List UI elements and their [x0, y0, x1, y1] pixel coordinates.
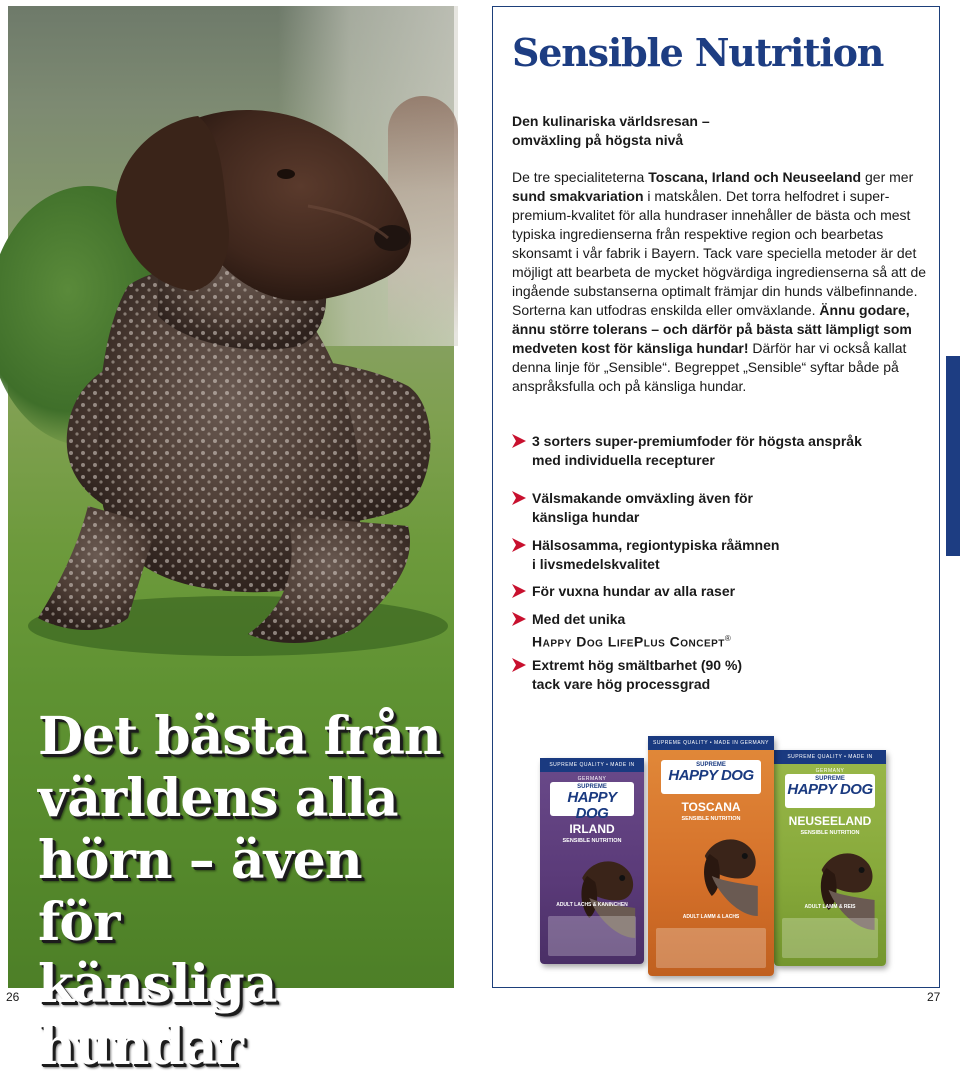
happy-dog-logo — [550, 782, 633, 822]
intro-subheading — [512, 112, 932, 150]
feature-line-1: 3 sorters super-premiumfoder för högsta anspråk — [532, 433, 862, 449]
brand-name: HAPPY DOG — [668, 767, 754, 784]
dog-face-icon — [813, 840, 880, 930]
sensible-label: SENSIBLE NUTRITION — [681, 816, 741, 822]
arrowhead-icon — [512, 612, 526, 626]
headline-line-4: känsliga hundar — [38, 954, 277, 1077]
variety-name: NEUSEELAND — [788, 814, 872, 828]
arrowhead-icon — [512, 538, 526, 552]
page-title: Sensible Nutrition — [512, 30, 884, 75]
registered-mark: ® — [724, 634, 731, 643]
bag-info-box — [548, 916, 636, 956]
feature-line-1: Hälsosamma, regiontypiska råämnen — [532, 537, 780, 553]
arrowhead-icon — [512, 491, 526, 505]
bag-info-box — [656, 928, 766, 968]
bag-info-box — [782, 918, 878, 958]
body-text-2: ger mer — [861, 169, 914, 185]
brand-name: HAPPY DOG — [567, 789, 617, 822]
product-bag-neuseeland — [774, 750, 886, 966]
feature-item — [512, 432, 932, 470]
dog-face-icon — [692, 826, 768, 916]
feature-line-1: Extremt hög smältbarhet (90 %) — [532, 657, 743, 673]
variety-name: IRLAND — [569, 822, 615, 836]
feature-item — [512, 610, 932, 652]
side-tab-marker — [946, 356, 960, 556]
product-bags — [536, 728, 896, 978]
body-bold-1: Toscana, Irland och Neuseeland — [648, 169, 862, 185]
feature-item — [512, 536, 932, 574]
feature-line-1: Med det unika — [532, 611, 626, 627]
happy-dog-logo — [661, 760, 762, 794]
body-text-1: De tre specialiteterna — [512, 169, 649, 185]
feature-item — [512, 489, 932, 527]
product-bag-toscana — [648, 736, 774, 976]
flavor-label: ADULT LAMM & LACHS — [682, 914, 740, 920]
concept-name: Happy Dog LifePlus Concept — [532, 633, 725, 650]
intro-line-1: Den kulinariska världsresan – — [512, 113, 710, 129]
flavor-label: ADULT LAMM & REIS — [804, 904, 856, 910]
bag-band: SUPREME QUALITY • MADE IN GERMANY — [540, 758, 644, 772]
supreme-label: SUPREME — [577, 784, 607, 790]
flavor-label: ADULT LACHS & KANINCHEN — [556, 902, 628, 908]
body-text-3: i matskålen. Det torra helfodret i super-premium-kvalitet för alla hundraser innehåller de bästa och mest typiska ingredienserna från respektive region och bearbetas skonsamt i vår fabrik i Bayern. Tack vare speciella metoder är det möjligt att bearbeta de mycket högvärdiga ingredienserna så att de ingående substanserna optimalt främjar din hunds välbefinnande. Sorterna kan utfodras enskilda eller omväxlande. — [512, 188, 927, 318]
variety-name: TOSCANA — [681, 800, 741, 814]
headline-line-1: Det bästa från — [38, 706, 441, 767]
feature-line-2: tack vare hög processgrad — [532, 676, 711, 692]
headline-line-3: hörn – även för — [38, 830, 362, 953]
arrowhead-icon — [512, 658, 526, 672]
supreme-label: SUPREME — [696, 762, 726, 768]
body-paragraph — [512, 168, 930, 396]
feature-item — [512, 582, 932, 601]
happy-dog-logo — [785, 774, 875, 808]
feature-concept-line — [532, 629, 932, 652]
body-bold-2: sund smakvariation — [512, 188, 644, 204]
feature-line-1: För vuxna hundar av alla raser — [532, 583, 736, 599]
feature-item — [512, 656, 932, 694]
page-number-left: 26 — [6, 990, 20, 1004]
arrowhead-icon — [512, 584, 526, 598]
feature-line-2: med individuella recepturer — [532, 452, 715, 468]
supreme-label: SUPREME — [815, 776, 845, 782]
feature-line-1: Välsmakande omväxling även för — [532, 490, 753, 506]
body-text-4: Därför har vi också kallat denna linje för „Sensible“. Begreppet „Sensible“ syftar både på anspråksfulla och på känsliga hundar. — [512, 340, 907, 394]
body-bold-3: Ännu godare, ännu större tolerans – och därför på bästa sätt lämpligt som medveten kost för känsliga hundar! — [512, 302, 912, 356]
bag-band: SUPREME QUALITY • MADE IN GERMANY — [774, 750, 886, 764]
bag-band: SUPREME QUALITY • MADE IN GERMANY — [648, 736, 774, 750]
brand-name: HAPPY DOG — [787, 781, 873, 798]
sensible-label: SENSIBLE NUTRITION — [800, 830, 860, 836]
intro-line-2: omväxling på högsta nivå — [512, 132, 684, 148]
arrowhead-icon — [512, 434, 526, 448]
sensible-label: SENSIBLE NUTRITION — [562, 838, 622, 844]
headline — [38, 706, 448, 1078]
product-bag-irland — [540, 758, 644, 964]
page-number-right: 27 — [927, 990, 941, 1004]
feature-line-2: känsliga hundar — [532, 509, 640, 525]
headline-line-2: världens alla — [38, 768, 398, 829]
feature-line-2: i livsmedelskvalitet — [532, 556, 660, 572]
